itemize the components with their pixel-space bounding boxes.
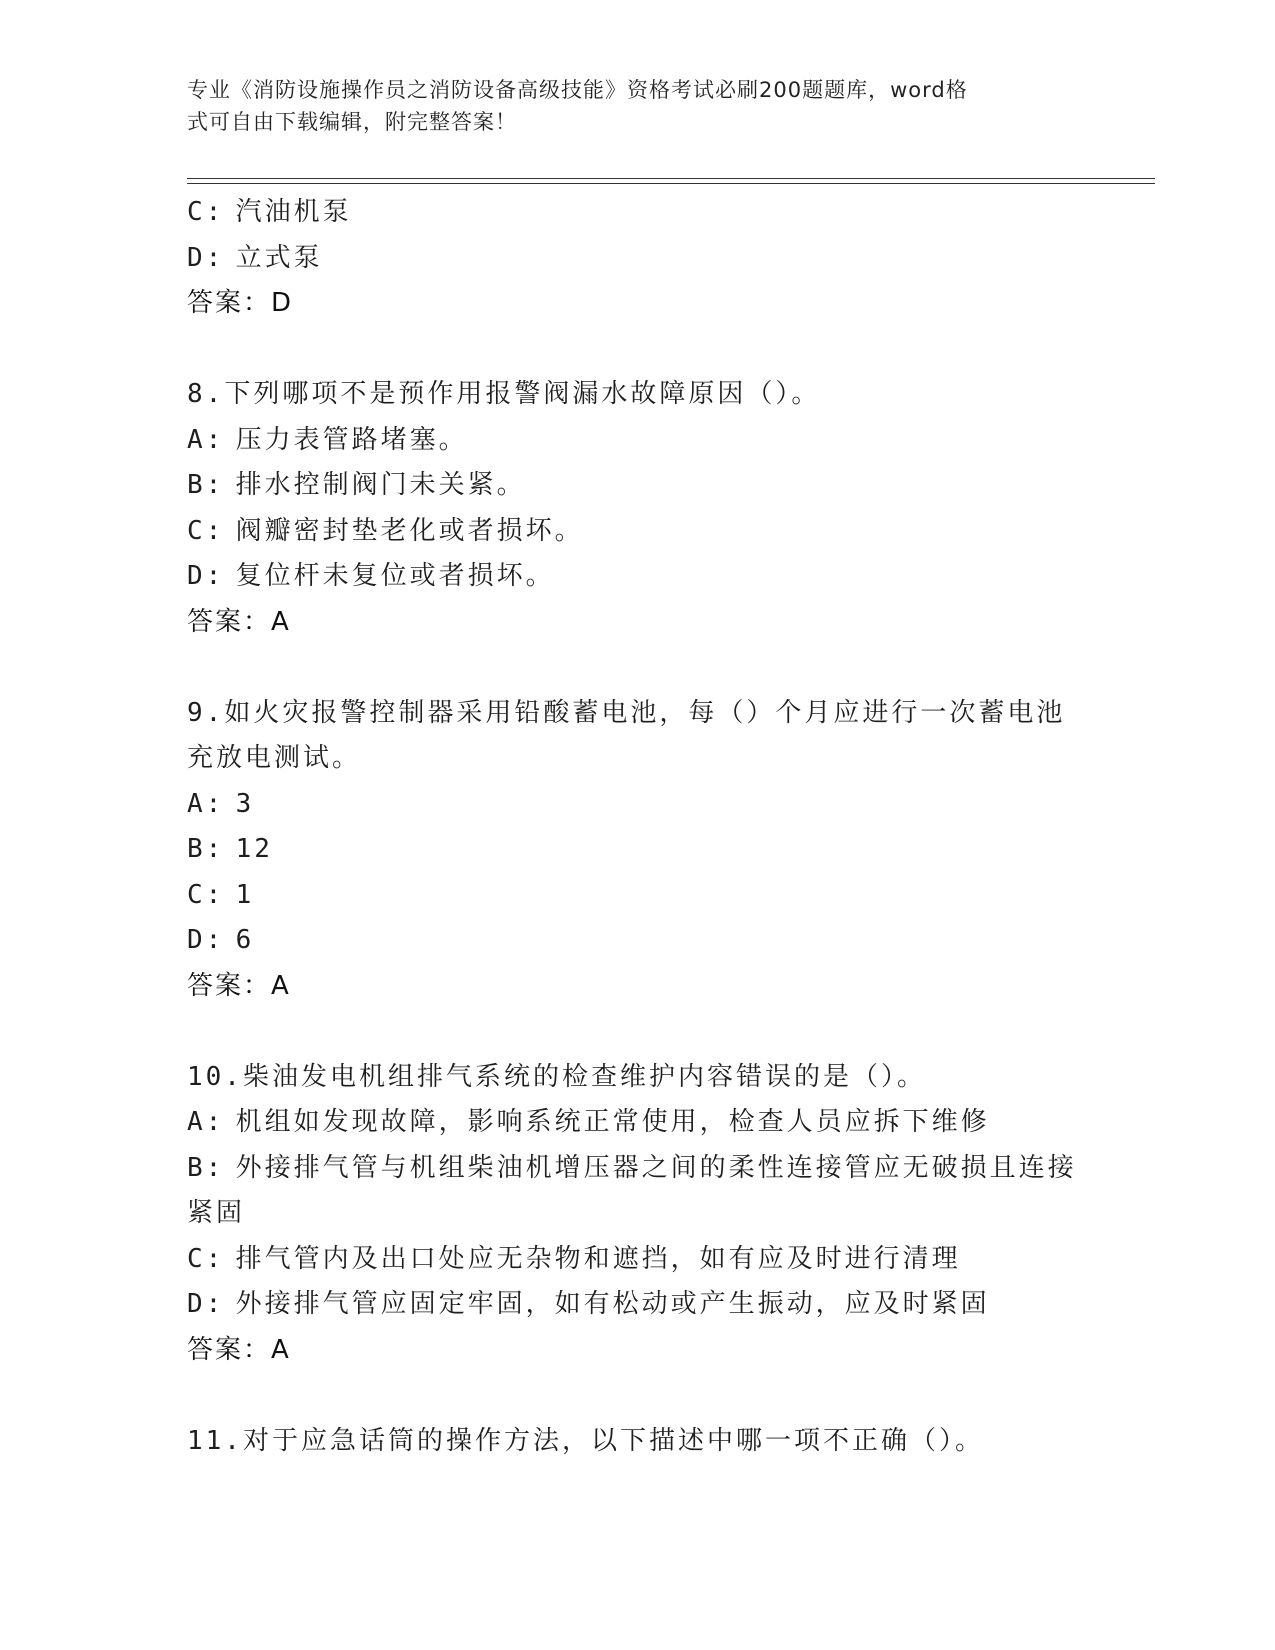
spacer [187, 645, 1087, 691]
option-line [187, 873, 1087, 919]
option-text: 外接排气管应固定牢固，如有松动或产生振动，应及时紧固 [235, 1289, 990, 1319]
question-number: 8. [187, 379, 225, 409]
option-text: 汽油机泵 [235, 197, 352, 227]
option-label: B: [187, 1152, 225, 1183]
option-label: B: [187, 834, 225, 864]
option-text: 6 [235, 925, 255, 955]
question-stem-continuation: 充放电测试。 [187, 743, 362, 773]
option-label: D: [187, 561, 225, 591]
option-line [187, 236, 1087, 282]
option-continuation: 紧固 [187, 1198, 246, 1228]
question-stem [187, 372, 1087, 418]
option-line [187, 827, 1087, 873]
question-number: 11. [187, 1425, 243, 1456]
question-text: 柴油发电机组排气系统的检查维护内容错误的是（）。 [242, 1061, 926, 1092]
question-text: 对于应急话筒的操作方法，以下描述中哪一项不正确（）。 [242, 1425, 984, 1456]
header-line-1: 专业《消防设施操作员之消防设备高级技能》资格考试必刷200题题库，word格 [187, 78, 968, 102]
option-line [187, 782, 1087, 828]
spacer [187, 327, 1087, 373]
question-stem [187, 1055, 1087, 1101]
option-line [187, 190, 1087, 236]
question-text: 下列哪项不是预作用报警阀漏水故障原因（）。 [224, 379, 821, 409]
option-line [187, 1282, 1087, 1328]
question-stem [187, 1419, 1087, 1465]
question-text: 如火灾报警控制器采用铅酸蓄电池，每（）个月应进行一次蓄电池 [224, 697, 1066, 728]
option-label: C: [187, 879, 225, 910]
option-label: A: [187, 1107, 225, 1137]
option-text: 阀瓣密封垫老化或者损坏。 [235, 515, 584, 546]
option-label: A: [187, 788, 225, 819]
option-text: 3 [235, 788, 255, 819]
option-text: 12 [235, 834, 273, 864]
option-line [187, 1146, 1087, 1192]
option-line [187, 418, 1087, 464]
option-text: 复位杆未复位或者损坏。 [235, 561, 555, 591]
option-label: C: [187, 1243, 225, 1274]
option-text: 排气管内及出口处应无杂物和遮挡，如有应及时进行清理 [235, 1243, 961, 1274]
option-label: D: [187, 242, 225, 273]
option-text: 1 [235, 879, 255, 910]
question-number: 9. [187, 697, 225, 728]
header-line-2: 式可自由下载编辑，附完整答案！ [187, 110, 517, 134]
answer-line: 答案：A [187, 606, 291, 637]
answer-line: 答案：A [187, 970, 291, 1001]
option-label: A: [187, 424, 225, 455]
option-line [187, 1237, 1087, 1283]
option-line [187, 509, 1087, 555]
option-text: 机组如发现故障，影响系统正常使用，检查人员应拆下维修 [235, 1107, 990, 1137]
option-label: D: [187, 925, 225, 955]
header-divider-bottom [187, 183, 1155, 184]
option-label: B: [187, 470, 225, 500]
option-text: 压力表管路堵塞。 [235, 424, 468, 455]
option-line [187, 463, 1087, 509]
question-number: 10. [187, 1061, 243, 1092]
option-label: C: [187, 197, 225, 227]
spacer [187, 1009, 1087, 1055]
option-label: C: [187, 515, 225, 546]
answer-line: 答案：D [187, 288, 294, 318]
option-line [187, 554, 1087, 600]
question-stem [187, 691, 1087, 737]
option-label: D: [187, 1289, 225, 1319]
option-line [187, 918, 1087, 964]
option-text: 排水控制阀门未关紧。 [235, 470, 526, 500]
document-header [187, 74, 1067, 138]
answer-line: 答案：A [187, 1334, 291, 1365]
question-list [187, 190, 1087, 1464]
spacer [187, 1373, 1087, 1419]
option-text: 外接排气管与机组柴油机增压器之间的柔性连接管应无破损且连接 [235, 1152, 1077, 1183]
option-text: 立式泵 [235, 242, 323, 273]
option-line [187, 1100, 1087, 1146]
header-divider-top [187, 178, 1155, 179]
